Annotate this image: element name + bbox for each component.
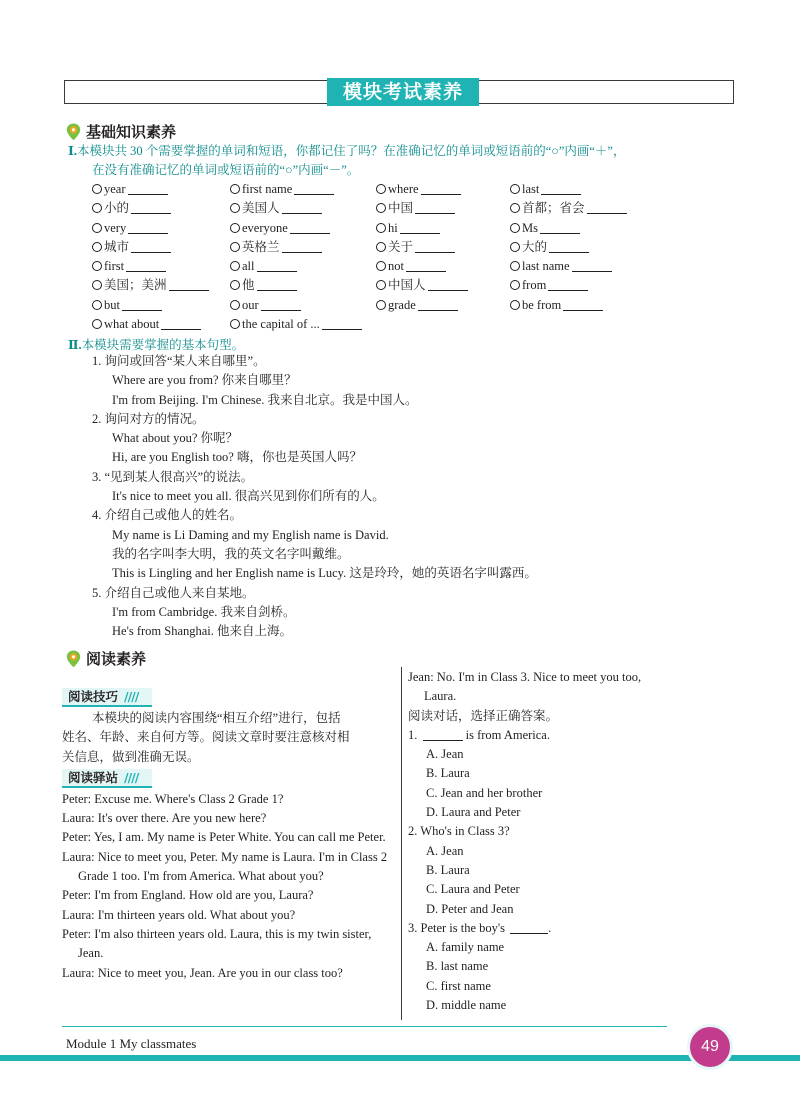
pattern-line: He's from Shanghai. 他来自上海。: [112, 624, 293, 639]
mark-circle-icon[interactable]: [92, 203, 102, 213]
mark-circle-icon[interactable]: [376, 280, 386, 290]
mark-circle-icon[interactable]: [376, 300, 386, 310]
vocab-item[interactable]: all: [230, 257, 297, 276]
question: 1. is from America.: [408, 727, 550, 742]
vocab-item[interactable]: 关于: [376, 238, 455, 257]
vocab-item[interactable]: 城市: [92, 238, 171, 257]
basic-section-heading: [66, 121, 176, 142]
vocab-row: [92, 296, 652, 315]
vocab-grid: [92, 180, 652, 334]
vocab-item[interactable]: last name: [510, 257, 612, 276]
answer-blank[interactable]: [423, 728, 463, 741]
pattern-title: 4. 介绍自己或他人的姓名。: [92, 508, 243, 523]
reading-heading-text: 阅读素养: [86, 650, 147, 668]
pattern-title: 1. 询问或回答“某人来自哪里”。: [92, 354, 266, 368]
footer-divider: [62, 1026, 667, 1027]
vocab-item[interactable]: first: [92, 257, 166, 276]
mark-circle-icon[interactable]: [230, 184, 240, 194]
footer-module-label: Module 1 My classmates: [66, 1036, 197, 1051]
vocab-item[interactable]: year: [92, 180, 168, 199]
pattern-line: I'm from Beijing. I'm Chinese. 我来自北京。我是中国人。: [112, 392, 418, 407]
vocab-item[interactable]: be from: [510, 296, 603, 315]
vocab-item[interactable]: 大的: [510, 238, 589, 257]
vocab-item[interactable]: where: [376, 180, 461, 199]
answer-option[interactable]: C. Jean and her brother: [426, 785, 543, 800]
pattern-line: Where are you from? 你来自哪里？: [112, 373, 297, 388]
page-title: 模块考试素养: [327, 78, 479, 106]
mark-circle-icon[interactable]: [510, 300, 520, 310]
pattern-line: What about you? 你呢？: [112, 431, 239, 446]
question: 2. Who's in Class 3?: [408, 824, 510, 839]
answer-option[interactable]: B. last name: [426, 959, 489, 974]
mark-circle-icon[interactable]: [510, 203, 520, 213]
mark-circle-icon[interactable]: [230, 242, 240, 252]
vocab-row: [92, 257, 652, 276]
vocab-item[interactable]: first name: [230, 180, 334, 199]
mark-circle-icon[interactable]: [230, 280, 240, 290]
vocab-item[interactable]: from: [510, 276, 588, 295]
location-pin-icon: [66, 650, 81, 668]
dialogue-line: Peter: Yes, I am. My name is Peter White. You can call me Peter.: [62, 830, 386, 845]
question: 3. Peter is the boy's .: [408, 920, 552, 935]
instruction-2-text: 本模块需要掌握的基本句型。: [81, 338, 245, 352]
vocab-row: [92, 180, 652, 199]
vocab-item[interactable]: our: [230, 296, 301, 315]
dialogue-line: Laura: It's over there. Are you new here?: [62, 811, 267, 826]
mark-circle-icon[interactable]: [510, 242, 520, 252]
vocab-item[interactable]: hi: [376, 219, 440, 238]
answer-option[interactable]: A. Jean: [426, 843, 464, 858]
vocab-item[interactable]: what about: [92, 315, 201, 334]
pattern-line: Hi, are you English too? 嗨，你也是英国人吗？: [112, 450, 362, 465]
pattern-line: My name is Li Daming and my English name is David.: [112, 527, 389, 542]
mark-circle-icon[interactable]: [376, 223, 386, 233]
answer-option[interactable]: A. Jean: [426, 747, 464, 762]
mark-circle-icon[interactable]: [92, 184, 102, 194]
answer-option[interactable]: B. Laura: [426, 862, 470, 877]
dialogue-line: Laura: Nice to meet you, Peter. My name is Laura. I'm in Class 2 Grade 1 too. I'm from America. What about you?: [62, 849, 388, 884]
vocab-item[interactable]: Ms: [510, 219, 580, 238]
slash-decoration-icon: ////: [124, 689, 139, 704]
mark-circle-icon[interactable]: [92, 261, 102, 271]
mark-circle-icon[interactable]: [376, 203, 386, 213]
dialogue-line: Laura: I'm thirteen years old. What about you?: [62, 907, 296, 922]
tip-text-line: 关信息，做到准确无误。: [62, 749, 200, 764]
dialogue-line: Laura: Nice to meet you, Jean. Are you in our class too?: [62, 965, 343, 980]
column-divider: [401, 667, 402, 1020]
answer-option[interactable]: D. Laura and Peter: [426, 805, 521, 820]
vocab-item[interactable]: 小的: [92, 199, 171, 218]
slash-decoration-icon: ////: [124, 769, 139, 785]
answer-blank[interactable]: [510, 921, 548, 934]
pattern-title: 2. 询问对方的情况。: [92, 411, 205, 426]
pattern-title: 5. 介绍自己或他人来自某地。: [92, 585, 255, 600]
vocab-row: [92, 315, 652, 334]
reading-section-heading: [66, 648, 146, 669]
instruction-2-number: Ⅱ.: [68, 338, 82, 352]
mark-circle-icon[interactable]: [92, 223, 102, 233]
dialogue-line: Laura.: [424, 689, 457, 704]
vocab-item[interactable]: not: [376, 257, 446, 276]
instruction-1-number: Ⅰ.: [68, 144, 77, 158]
vocab-item[interactable]: but: [92, 296, 162, 315]
page-number: 49: [687, 1024, 733, 1070]
vocab-item[interactable]: 美国；美洲: [92, 276, 209, 295]
mark-circle-icon[interactable]: [230, 300, 240, 310]
mark-circle-icon[interactable]: [230, 319, 240, 329]
location-pin-icon: [66, 123, 81, 141]
vocab-item[interactable]: 美国人: [230, 199, 322, 218]
vocab-row: [92, 219, 652, 238]
pattern-line: I'm from Cambridge. 我来自剑桥。: [112, 604, 296, 619]
pattern-line: It's nice to meet you all. 很高兴见到你们所有的人。: [112, 489, 385, 504]
mark-circle-icon[interactable]: [230, 261, 240, 271]
answer-option[interactable]: C. first name: [426, 978, 491, 993]
tip-text-line: 姓名、年龄、来自何方等。阅读文章时要注意核对相: [62, 730, 350, 745]
mark-circle-icon[interactable]: [510, 184, 520, 194]
answer-option[interactable]: A. family name: [426, 940, 505, 955]
vocab-item[interactable]: 他: [230, 276, 297, 295]
instruction-1-cont: 在没有准确记忆的单词或短语前的“○”内画“－”。: [92, 163, 360, 177]
vocab-item[interactable]: 首都；省会: [510, 199, 627, 218]
dialogue-line: Jean: No. I'm in Class 3. Nice to meet you too,: [408, 670, 642, 684]
instruction-1-line1: 本模块共 30 个需要掌握的单词和短语，你都记住了吗？在准确记忆的单词或短语前的“○”内画“＋”，: [76, 144, 626, 158]
sentence-patterns: [92, 352, 692, 641]
mark-circle-icon[interactable]: [230, 223, 240, 233]
dialogue-line: Peter: I'm also thirteen years old. Laura, this is my twin sister, Jean.: [62, 926, 372, 961]
mark-circle-icon[interactable]: [92, 242, 102, 252]
mark-circle-icon[interactable]: [376, 184, 386, 194]
vocab-row: [92, 199, 652, 218]
dialogue-line: Peter: I'm from England. How old are you, Laura?: [62, 888, 314, 903]
mark-circle-icon[interactable]: [510, 261, 520, 271]
vocab-item[interactable]: 中国人: [376, 276, 468, 295]
vocab-item[interactable]: 中国: [376, 199, 455, 218]
reading-left-column: [62, 688, 398, 983]
pattern-line: 我的名字叫李大明，我的英文名字叫戴维。: [112, 546, 350, 561]
vocab-item[interactable]: very: [92, 219, 168, 238]
vocab-item[interactable]: the capital of ...: [230, 315, 362, 334]
reading-station-tag: 阅读驿站 ////: [62, 769, 152, 786]
basic-heading-text: 基础知识素养: [86, 123, 177, 141]
answer-option[interactable]: B. Laura: [426, 766, 470, 781]
vocab-item[interactable]: 英格兰: [230, 238, 322, 257]
mark-circle-icon[interactable]: [510, 223, 520, 233]
answer-option[interactable]: D. Peter and Jean: [426, 901, 514, 916]
task-instruction: 阅读对话，选择正确答案。: [408, 708, 559, 723]
reading-right-column: [408, 668, 738, 1015]
answer-option[interactable]: D. middle name: [426, 998, 507, 1013]
pattern-title: 3. “见到某人很高兴”的说法。: [92, 469, 254, 484]
mark-circle-icon[interactable]: [376, 261, 386, 271]
mark-circle-icon[interactable]: [92, 319, 102, 329]
vocab-item[interactable]: everyone: [230, 219, 330, 238]
mark-circle-icon[interactable]: [376, 242, 386, 252]
vocab-item[interactable]: grade: [376, 296, 458, 315]
answer-option[interactable]: C. Laura and Peter: [426, 882, 520, 897]
mark-circle-icon[interactable]: [92, 300, 102, 310]
mark-circle-icon[interactable]: [230, 203, 240, 213]
footer-bar: [0, 1055, 800, 1061]
dialogue-line: Peter: Excuse me. Where's Class 2 Grade 1?: [62, 791, 284, 806]
mark-circle-icon[interactable]: [510, 280, 520, 290]
pattern-line: This is Lingling and her English name is Lucy. 这是玲玲，她的英语名字叫露西。: [112, 566, 537, 581]
reading-tip-tag: 阅读技巧 ////: [62, 688, 152, 705]
instruction-1: [68, 142, 625, 161]
tip-text-line: 本模块的阅读内容围绕“相互介绍”进行，包括: [92, 711, 341, 725]
vocab-row: [92, 238, 652, 257]
vocab-item[interactable]: last: [510, 180, 581, 199]
mark-circle-icon[interactable]: [92, 280, 102, 290]
vocab-row: [92, 276, 652, 295]
